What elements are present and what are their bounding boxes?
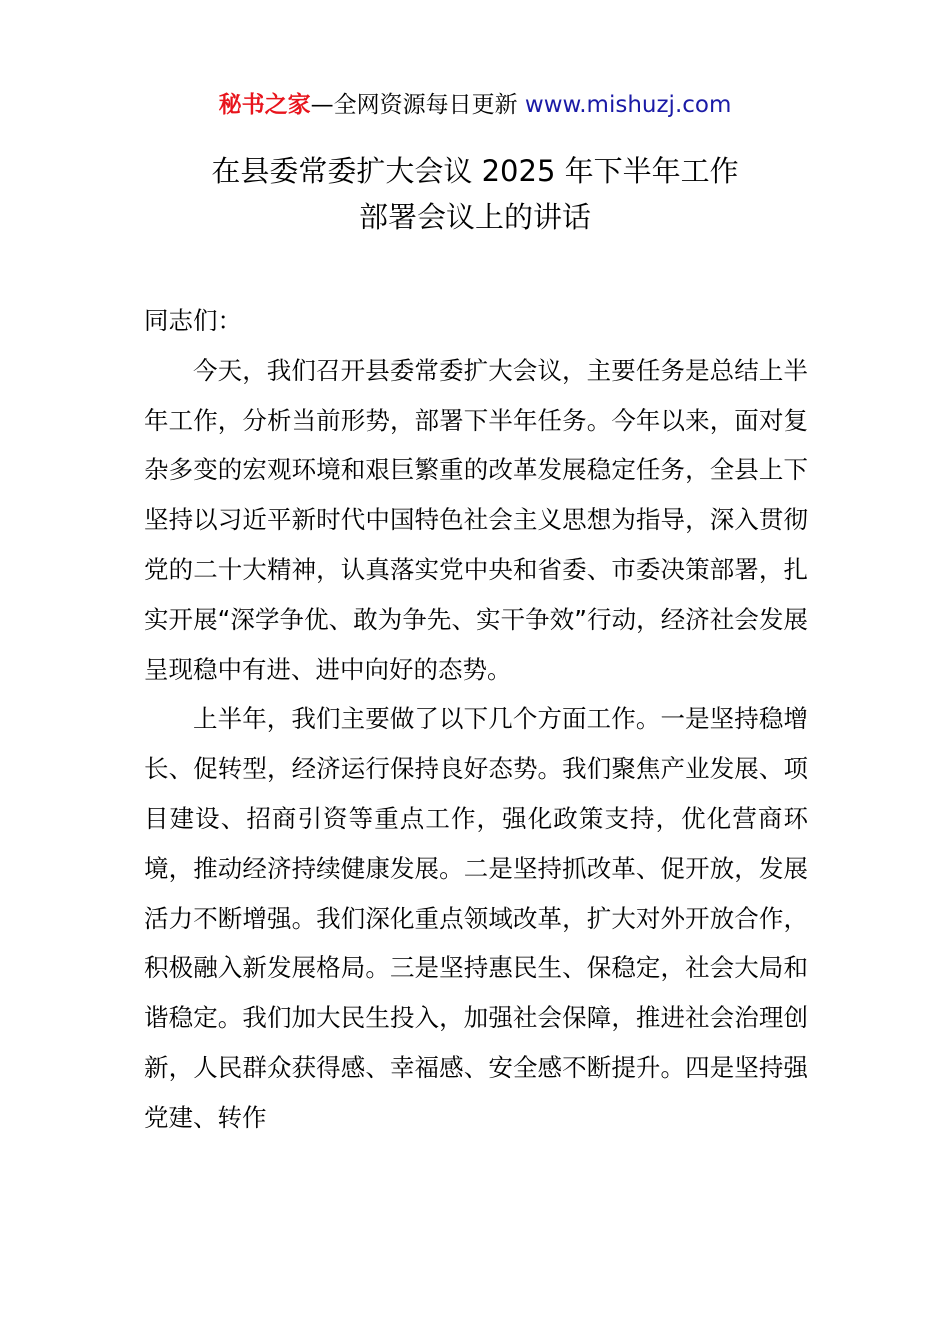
website-link[interactable]: www.mishuzj.com [524, 92, 732, 118]
title-line-1: 在县委常委扩大会议 2025 年下半年工作 [211, 154, 739, 188]
brand-name: 秘书之家 [218, 92, 311, 118]
header-tagline: —全网资源每日更新 [310, 92, 525, 118]
paragraph-2: 上半年，我们主要做了以下几个方面工作。一是坚持稳增长、促转型，经济运行保持良好态势。我们聚焦产业发展、项目建设、招商引资等重点工作，强化政策支持，优化营商环境，推动经济持续健康发展。二是坚持抓改革、促开放，发展活力不断增强。我们深化重点领域改革，扩大对外开放合作，积极融入新发展格局。三是坚持惠民生、保稳定，社会大局和谐稳定。我们加大民生投入，加强社会保障，推进社会治理创新，人民群众获得感、幸福感、安全感不断提升。四是坚持强党建、转作 [144, 704, 808, 1132]
salutation: 同志们： [144, 306, 242, 335]
document-body [144, 296, 808, 1143]
title-line-2: 部署会议上的讲话 [358, 200, 591, 234]
document-title [0, 148, 950, 240]
page-header [0, 88, 950, 122]
paragraph-1: 今天，我们召开县委常委扩大会议，主要任务是总结上半年工作，分析当前形势，部署下半年任务。今年以来，面对复杂多变的宏观环境和艰巨繁重的改革发展稳定任务，全县上下坚持以习近平新时代中国特色社会主义思想为指导，深入贯彻党的二十大精神，认真落实党中央和省委、市委决策部署，扎实开展“深学争优、敢为争先、实干争效”行动，经济社会发展呈现稳中有进、进中向好的态势。 [144, 355, 808, 684]
